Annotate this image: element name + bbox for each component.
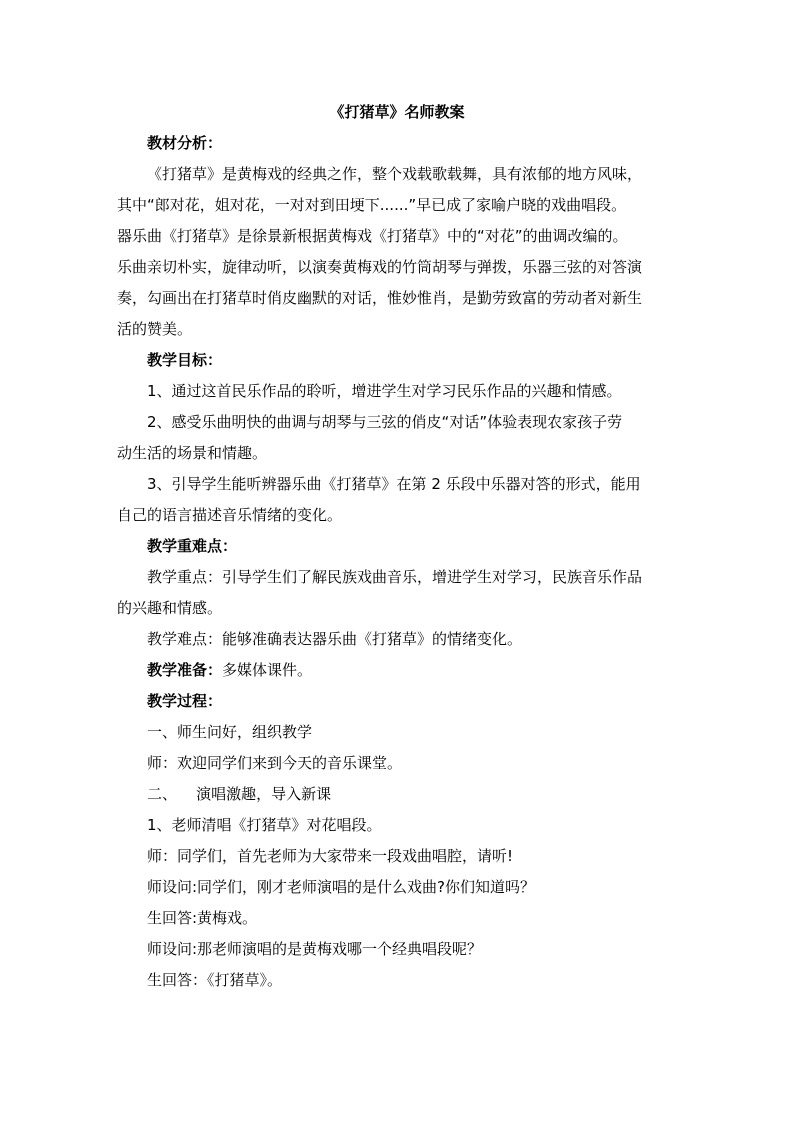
- analysis-line: 乐曲亲切朴实，旋律动听，以演奏黄梅戏的竹筒胡琴与弹拨，乐器三弦的对答演: [117, 258, 643, 276]
- goals-line: 2、感受乐曲明快的曲调与胡琴与三弦的俏皮“对话”体验表现农家孩子劳: [147, 413, 623, 431]
- goals-line: 自己的语言描述音乐情绪的变化。: [117, 506, 343, 524]
- prep-heading: 教学准备：: [147, 661, 223, 679]
- process-line: 二、 演唱激趣，导入新课: [147, 785, 332, 803]
- process-line: 师：欢迎同学们来到今天的音乐课堂。: [147, 754, 403, 772]
- process-line: 一、师生问好，组织教学: [147, 723, 313, 741]
- keypoints-line: 教学难点：能够准确表达器乐曲《打猪草》的情绪变化。: [147, 630, 523, 648]
- process-heading: 教学过程：: [147, 692, 223, 710]
- process-line: 师设问:那老师演唱的是黄梅戏哪一个经典唱段呢？: [147, 940, 483, 958]
- prep-paragraph: [147, 659, 697, 681]
- document-title: 《打猪草》名师教案: [329, 103, 465, 121]
- process-line: 师：同学们，首先老师为大家带来一段戏曲唱腔，请听!: [147, 847, 514, 865]
- process-line: 生回答：《打猪草》。: [147, 971, 283, 989]
- analysis-line: 《打猪草》是黄梅戏的经典之作，整个戏载歌载舞，具有浓郁的地方风味，: [147, 165, 643, 183]
- analysis-line: 其中“郎对花，姐对花，一对对到田埂下......”早已成了家喻户晓的戏曲唱段。: [117, 196, 627, 214]
- keypoints-line: 的兴趣和情感。: [117, 599, 223, 617]
- goals-line: 动生活的场景和情趣。: [117, 444, 268, 462]
- analysis-line: 器乐曲《打猪草》是徐景新根据黄梅戏《打猪草》中的“对花”的曲调改编的。: [117, 227, 628, 245]
- process-line: 师设问:同学们，刚才老师演唱的是什么戏曲?你们知道吗？: [147, 878, 536, 896]
- prep-text: 多媒体课件。: [222, 661, 313, 679]
- analysis-line: 活的赞美。: [117, 320, 193, 338]
- analysis-line: 奏，勾画出在打猪草时俏皮幽默的对话，惟妙惟肖，是勤劳致富的劳动者对新生: [117, 289, 643, 307]
- process-line: 1、老师清唱《打猪草》对花唱段。: [147, 816, 382, 834]
- goals-line: 1、通过这首民乐作品的聆听，增进学生对学习民乐作品的兴趣和情感。: [147, 382, 622, 400]
- keypoints-line: 教学重点：引导学生们了解民族戏曲音乐，增进学生对学习，民族音乐作品: [147, 568, 643, 586]
- analysis-heading: 教材分析：: [147, 134, 223, 152]
- goals-line: 3、引导学生能听辨器乐曲《打猪草》在第 2 乐段中乐器对答的形式，能用: [147, 475, 641, 493]
- process-line: 生回答:黄梅戏。: [147, 909, 258, 927]
- goals-heading: 教学目标：: [147, 351, 223, 369]
- keypoints-heading: 教学重难点：: [147, 537, 238, 555]
